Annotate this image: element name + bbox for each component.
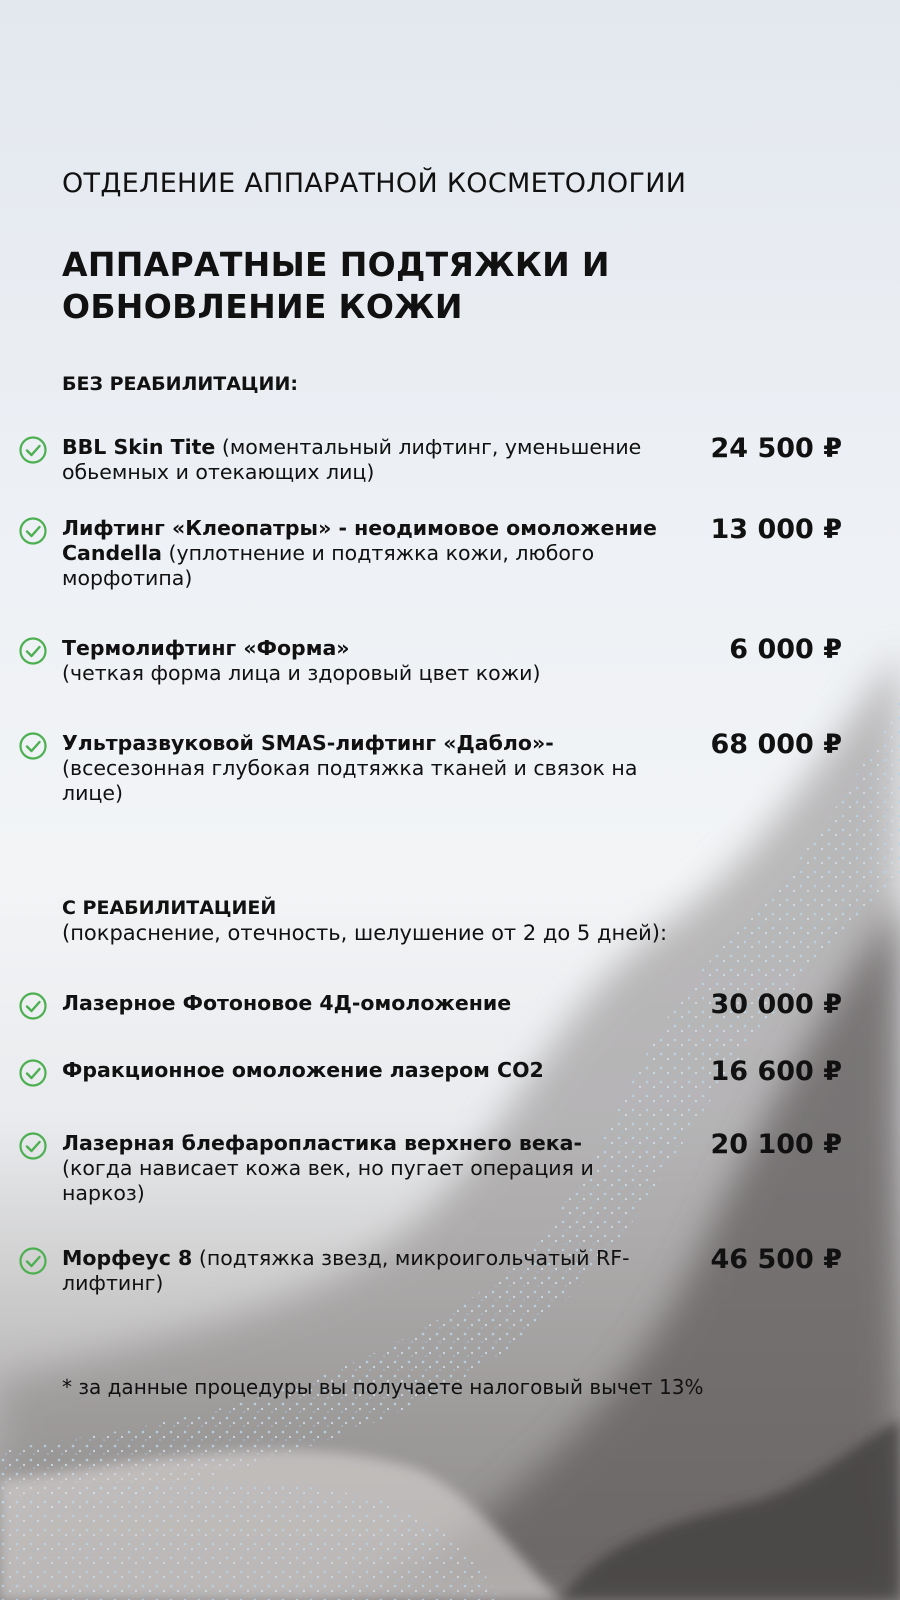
service-price: 16 600 ₽ <box>710 1056 842 1087</box>
service-name: Ультразвуковой SMAS-лифтинг «Дабло»- <box>62 731 554 755</box>
check-circle-icon <box>18 435 48 465</box>
check-circle-icon <box>18 731 48 761</box>
service-description <box>62 1246 662 1296</box>
check-circle-icon <box>18 1058 48 1088</box>
section-no-rehab-label: БЕЗ РЕАБИЛИТАЦИИ: <box>62 373 298 395</box>
service-description <box>62 636 662 686</box>
service-description <box>62 1131 662 1206</box>
service-description <box>62 516 662 591</box>
service-price: 13 000 ₽ <box>710 514 842 545</box>
section-rehab-label: С РЕАБИЛИТАЦИЕЙ <box>62 897 277 919</box>
service-name: BBL Skin Tite <box>62 435 216 459</box>
section-rehab-note: (покраснение, отечность, шелушение от 2 до 5 дней): <box>62 921 668 945</box>
service-name: Фракционное омоложение лазером CO2 <box>62 1058 544 1082</box>
page-title: АППАРАТНЫЕ ПОДТЯЖКИ И ОБНОВЛЕНИЕ КОЖИ <box>62 245 610 326</box>
service-description <box>62 731 662 806</box>
service-price: 20 100 ₽ <box>710 1129 842 1160</box>
service-details: (моментальный лифтинг, уменьшение обьемных и отекающих лиц) <box>62 435 642 484</box>
check-circle-icon <box>18 636 48 666</box>
service-price: 68 000 ₽ <box>710 729 842 760</box>
tax-footnote: * за данные процедуры вы получаете налоговый вычет 13% <box>62 1375 704 1399</box>
service-price: 6 000 ₽ <box>729 634 842 665</box>
service-name: Лазерное Фотоновое 4Д-омоложение <box>62 991 512 1015</box>
department-heading: ОТДЕЛЕНИЕ АППАРАТНОЙ КОСМЕТОЛОГИИ <box>62 168 687 199</box>
service-details: (когда нависает кожа век, но пугает операция и наркоз) <box>62 1156 594 1205</box>
service-details: (всесезонная глубокая подтяжка тканей и связок на лице) <box>62 756 638 805</box>
service-name: Лазерная блефаропластика верхнего века- <box>62 1131 583 1155</box>
service-price: 46 500 ₽ <box>710 1244 842 1275</box>
service-description <box>62 1058 662 1083</box>
service-name: Лифтинг «Клеопатры» - неодимовое омоложение Candella <box>62 516 657 565</box>
service-name: Термолифтинг «Форма» <box>62 636 350 660</box>
check-circle-icon <box>18 1131 48 1161</box>
service-description <box>62 435 662 485</box>
service-name: Морфеус 8 <box>62 1246 193 1270</box>
check-circle-icon <box>18 516 48 546</box>
check-circle-icon <box>18 1246 48 1276</box>
service-details: (подтяжка звезд, микроигольчатый RF-лифтинг) <box>62 1246 630 1295</box>
service-price: 30 000 ₽ <box>710 989 842 1020</box>
service-details: (четкая форма лица и здоровый цвет кожи) <box>62 661 541 685</box>
check-circle-icon <box>18 991 48 1021</box>
service-price: 24 500 ₽ <box>710 433 842 464</box>
service-details: (уплотнение и подтяжка кожи, любого морфотипа) <box>62 541 595 590</box>
service-description <box>62 991 662 1016</box>
